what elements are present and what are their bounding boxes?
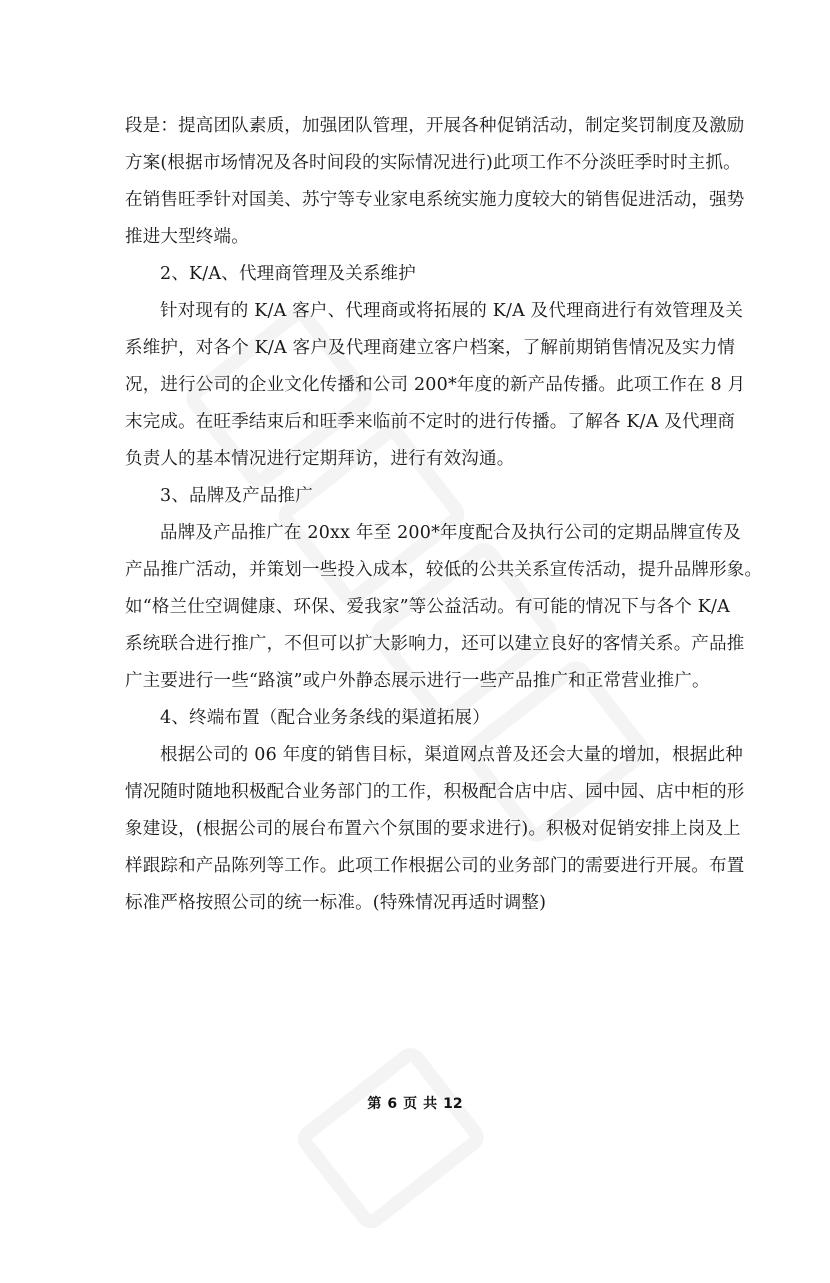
paragraph-line: 末完成。在旺季结束后和旺季来临前不定时的进行传播。了解各 K/A 及代理商	[125, 412, 736, 432]
page-number-footer	[0, 1093, 830, 1113]
paragraph-line: 方案(根据市场情况及各时间段的实际情况进行)此项工作不分淡旺季时时主抓。	[125, 153, 741, 173]
footer-label-total-word: 共	[423, 1096, 438, 1112]
paragraph-line: 品牌及产品推广在 20xx 年至 200*年度配合及执行公司的定期品牌宣传及	[160, 523, 741, 543]
paragraph-line: 象建设，(根据公司的展台布置六个氛围的要求进行)。积极对促销安排上岗及上	[125, 819, 741, 839]
paragraph-line: 情况随时随地积极配合业务部门的工作，积极配合店中店、园中园、店中柜的形	[125, 782, 745, 802]
document-body	[125, 108, 763, 922]
footer-total-pages: 12	[443, 1096, 463, 1112]
paragraph-line: 系统联合进行推广，不但可以扩大影响力，还可以建立良好的客情关系。产品推	[125, 634, 745, 654]
paragraph-line: 系维护，对各个 K/A 客户及代理商建立客户档案，了解前期销售情况及实力情	[125, 338, 736, 358]
section-heading: 2、K/A、代理商管理及关系维护	[160, 264, 416, 284]
footer-current-page: 6	[387, 1096, 398, 1112]
watermark-logo-lower	[266, 1018, 534, 1283]
footer-label-prefix: 第	[367, 1096, 382, 1112]
paragraph-line: 标准严格按照公司的统一标准。(特殊情况再适时调整)	[125, 893, 547, 913]
footer-label-middle: 页	[403, 1096, 418, 1112]
paragraph-line: 针对现有的 K/A 客户、代理商或将拓展的 K/A 及代理商进行有效管理及关	[160, 301, 744, 321]
paragraph-line: 在销售旺季针对国美、苏宁等专业家电系统实施力度较大的销售促进活动，强势	[125, 190, 745, 210]
section-heading: 3、品牌及产品推广	[160, 486, 313, 506]
paragraph-line: 负责人的基本情况进行定期拜访，进行有效沟通。	[125, 449, 515, 469]
paragraph-line: 广主要进行一些“路演”或户外静态展示进行一些产品推广和正常营业推广。	[125, 671, 710, 691]
paragraph-line: 如“格兰仕空调健康、环保、爱我家”等公益活动。有可能的情况下与各个 K/A	[125, 597, 730, 617]
paragraph-line: 况，进行公司的企业文化传播和公司 200*年度的新产品传播。此项工作在 8 月	[125, 375, 746, 395]
paragraph-line: 推进大型终端。	[125, 227, 249, 247]
paragraph-line: 根据公司的 06 年度的销售目标，渠道网点普及还会大量的增加，根据此种	[160, 745, 743, 765]
paragraph-line: 段是：提高团队素质，加强团队管理，开展各种促销活动，制定奖罚制度及激励	[125, 116, 745, 136]
paragraph-line: 样跟踪和产品陈列等工作。此项工作根据公司的业务部门的需要进行开展。布置	[125, 856, 745, 876]
section-heading: 4、终端布置（配合业务条线的渠道拓展）	[160, 708, 490, 728]
paragraph-line: 产品推广活动，并策划一些投入成本，较低的公共关系宣传活动，提升品牌形象。	[125, 560, 763, 580]
